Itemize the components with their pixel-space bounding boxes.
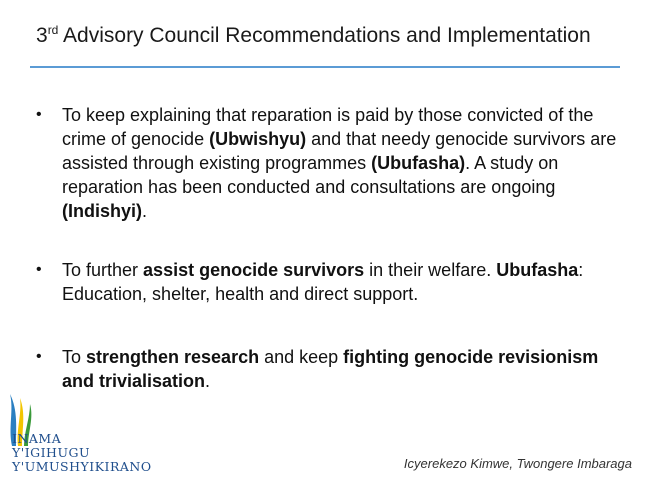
- logo-line: Y'IGIHUGU: [12, 445, 91, 460]
- bullet-icon: •: [36, 348, 42, 365]
- logo-wordmark: [12, 432, 152, 474]
- bullet-icon: •: [36, 106, 42, 123]
- bullet-text-bold: Ubufasha: [496, 260, 579, 280]
- bullet-item: [34, 345, 624, 393]
- bullet-text-part: .: [142, 201, 148, 221]
- title-text: Advisory Council Recommendations and Implementation: [58, 24, 591, 47]
- bullet-text-part: in their welfare.: [364, 260, 497, 280]
- bullet-icon: •: [36, 261, 42, 278]
- logo-line: Y'UMUSHYIKIRANO: [12, 459, 152, 474]
- bullet-text-part: To further: [62, 260, 144, 280]
- bullet-text-bold: fighting genocide revisionism and trivialisation: [62, 347, 599, 391]
- bullet-text-bold: strengthen research: [86, 347, 260, 367]
- council-logo: [6, 388, 206, 483]
- bullet-list: [34, 103, 624, 393]
- slide-title: [36, 24, 591, 48]
- footer-slogan: Icyerekezo Kimwe, Twongere Imbaraga: [403, 456, 632, 471]
- logo-line: INAMA: [12, 431, 62, 446]
- bullet-text-part: . A study on reparation has been conducted and consultations are ongoing: [62, 153, 559, 197]
- bullet-text-part: and keep: [259, 347, 344, 367]
- title-ordinal: 3: [36, 24, 48, 47]
- bullet-text-part: To keep explaining that reparation is paid by those convicted of the crime of genocide: [62, 105, 594, 149]
- bullet-text-bold: (Ubufasha): [371, 153, 466, 173]
- bullet-text-bold: (Indishyi): [62, 201, 142, 221]
- bullet-text-part: .: [205, 371, 211, 391]
- bullet-text-part: : Education, shelter, health and direct support.: [62, 260, 584, 304]
- bullet-item: [34, 258, 624, 306]
- title-divider: [30, 66, 620, 68]
- bullet-text-bold: (Ubwishyu): [209, 129, 307, 149]
- bullet-text-part: and that needy genocide survivors are assisted through existing programmes: [62, 129, 617, 173]
- title-ordinal-suffix: rd: [47, 23, 59, 37]
- bullet-text-part: To: [62, 347, 87, 367]
- bullet-text-bold: assist genocide survivors: [143, 260, 365, 280]
- bullet-item: [34, 103, 624, 223]
